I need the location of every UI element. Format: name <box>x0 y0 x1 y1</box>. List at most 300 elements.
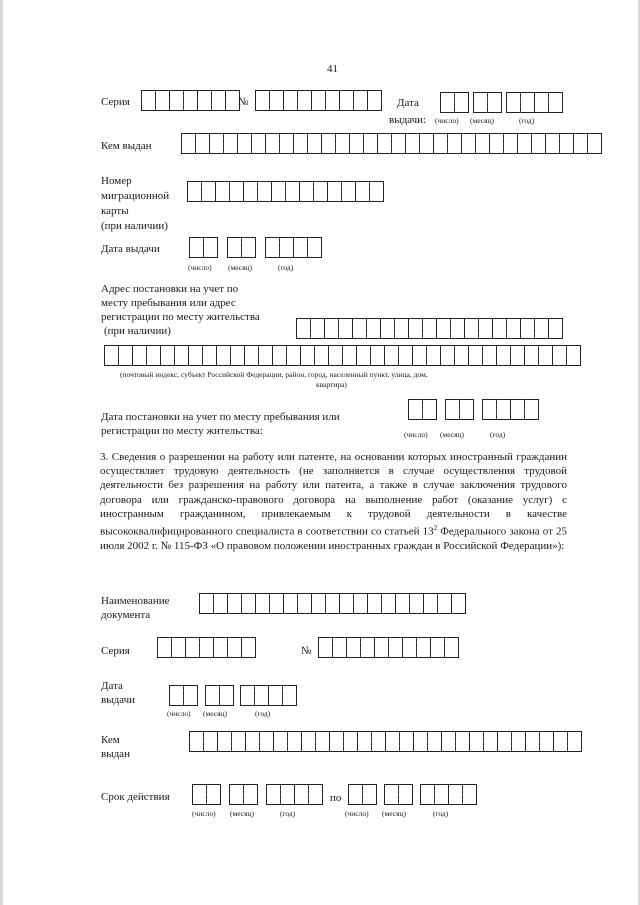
validity-to-month-field[interactable] <box>384 784 412 805</box>
migration-card-label-1: Номер <box>101 175 132 187</box>
char-cell[interactable] <box>342 345 357 366</box>
section-3-text <box>100 450 567 553</box>
char-cell[interactable] <box>419 133 434 154</box>
char-cell[interactable] <box>273 731 288 752</box>
date-label: Дата <box>397 97 419 109</box>
char-cell[interactable] <box>343 731 358 752</box>
char-cell[interactable] <box>187 181 202 202</box>
permit-series-field[interactable] <box>157 637 255 658</box>
validity-from-month-field[interactable] <box>229 784 257 805</box>
char-cell[interactable] <box>380 318 395 339</box>
char-cell[interactable] <box>293 237 308 258</box>
char-cell[interactable] <box>489 133 504 154</box>
char-cell[interactable] <box>118 345 133 366</box>
char-cell[interactable] <box>104 345 119 366</box>
char-cell[interactable] <box>367 90 382 111</box>
char-cell[interactable] <box>132 345 147 366</box>
char-cell[interactable] <box>199 637 214 658</box>
char-cell[interactable] <box>355 181 370 202</box>
char-cell[interactable] <box>496 399 511 420</box>
doc-name-label-1: Наименование <box>101 595 170 607</box>
char-cell[interactable] <box>339 90 354 111</box>
char-cell[interactable] <box>441 731 456 752</box>
char-cell[interactable] <box>360 637 375 658</box>
char-cell[interactable] <box>213 637 228 658</box>
char-cell[interactable] <box>231 731 246 752</box>
char-cell[interactable] <box>237 133 252 154</box>
char-cell[interactable] <box>241 237 256 258</box>
char-cell[interactable] <box>241 593 256 614</box>
validity-from-year-field[interactable] <box>266 784 322 805</box>
section-3-main: 3. Сведения о разрешении на работу или патенте, на основании которых иностранный гражданин осуществляет трудовую деятельность (не заполняется в случае осуществления трудовой деятельности без разрешения на работу или патента, а также в случае заключения трудового договора или гражданско-правового договора на выполнение работ (оказание услуг) с иностранным гражданином, привлекаемым к трудовой деятельности в качестве высококвалифицированного специалиста в соответствии со статьей 13 <box>100 451 567 538</box>
char-cell[interactable] <box>335 133 350 154</box>
char-cell[interactable] <box>251 133 266 154</box>
permit-number-field[interactable] <box>318 637 458 658</box>
permit-issued-by-label-2: выдан <box>101 748 130 760</box>
char-cell[interactable] <box>268 685 283 706</box>
validity-to-year-caption: (год) <box>433 809 449 818</box>
registration-month-caption: (месяц) <box>440 430 465 439</box>
char-cell[interactable] <box>195 133 210 154</box>
issue-year-field[interactable] <box>265 237 321 258</box>
char-cell[interactable] <box>269 593 284 614</box>
char-cell[interactable] <box>155 90 170 111</box>
permit-issued-by-label-1: Кем <box>101 734 120 746</box>
char-cell[interactable] <box>197 90 212 111</box>
char-cell[interactable] <box>307 133 322 154</box>
char-cell[interactable] <box>434 784 449 805</box>
registration-date-label-1: Дата постановки на учет по месту пребывания или <box>101 411 340 423</box>
char-cell[interactable] <box>203 237 218 258</box>
char-cell[interactable] <box>539 731 554 752</box>
char-cell[interactable] <box>254 685 269 706</box>
permit-issue-date-label-2: выдачи <box>101 694 136 706</box>
issue-day-caption: (число) <box>188 263 212 272</box>
char-cell[interactable] <box>482 399 497 420</box>
char-cell[interactable] <box>219 685 234 706</box>
char-cell[interactable] <box>455 731 470 752</box>
char-cell[interactable] <box>183 90 198 111</box>
validity-to-day-field[interactable] <box>348 784 376 805</box>
char-cell[interactable] <box>259 731 274 752</box>
char-cell[interactable] <box>146 345 161 366</box>
permit-number-label: № <box>301 645 312 657</box>
migration-card-label-2: миграционной <box>101 190 170 202</box>
char-cell[interactable] <box>506 318 521 339</box>
char-cell[interactable] <box>445 399 460 420</box>
char-cell[interactable] <box>531 133 546 154</box>
registration-year-field[interactable] <box>482 399 538 420</box>
char-cell[interactable] <box>566 345 581 366</box>
char-cell[interactable] <box>478 318 493 339</box>
char-cell[interactable] <box>384 345 399 366</box>
char-cell[interactable] <box>416 637 431 658</box>
char-cell[interactable] <box>308 784 323 805</box>
char-cell[interactable] <box>553 731 568 752</box>
char-cell[interactable] <box>310 318 325 339</box>
char-cell[interactable] <box>183 685 198 706</box>
permit-issue-year-caption: (год) <box>255 709 271 718</box>
char-cell[interactable] <box>394 318 409 339</box>
char-cell[interactable] <box>405 133 420 154</box>
issue-date-label: Дата выдачи <box>101 243 160 255</box>
char-cell[interactable] <box>325 593 340 614</box>
permit-series-label: Серия <box>101 645 130 657</box>
char-cell[interactable] <box>559 133 574 154</box>
char-cell[interactable] <box>293 133 308 154</box>
char-cell[interactable] <box>297 593 312 614</box>
char-cell[interactable] <box>283 90 298 111</box>
char-cell[interactable] <box>279 133 294 154</box>
char-cell[interactable] <box>409 593 424 614</box>
registration-day-field[interactable] <box>408 399 436 420</box>
char-cell[interactable] <box>483 731 498 752</box>
char-cell[interactable] <box>450 318 465 339</box>
issue-month-field[interactable] <box>227 237 255 258</box>
char-cell[interactable] <box>325 90 340 111</box>
char-cell[interactable] <box>327 181 342 202</box>
char-cell[interactable] <box>454 92 469 113</box>
char-cell[interactable] <box>216 345 231 366</box>
char-cell[interactable] <box>448 784 463 805</box>
issue-year-caption: (год) <box>278 263 294 272</box>
char-cell[interactable] <box>454 345 469 366</box>
char-cell[interactable] <box>353 593 368 614</box>
char-cell[interactable] <box>215 181 230 202</box>
char-cell[interactable] <box>297 90 312 111</box>
char-cell[interactable] <box>266 784 281 805</box>
char-cell[interactable] <box>300 345 315 366</box>
doc-name-field[interactable] <box>199 593 465 614</box>
char-cell[interactable] <box>192 784 207 805</box>
char-cell[interactable] <box>473 92 488 113</box>
char-cell[interactable] <box>440 92 455 113</box>
char-cell[interactable] <box>462 784 477 805</box>
char-cell[interactable] <box>447 133 462 154</box>
char-cell[interactable] <box>211 90 226 111</box>
validity-to-month-caption: (месяц) <box>382 809 407 818</box>
permit-issue-day-caption: (число) <box>167 709 191 718</box>
char-cell[interactable] <box>524 399 539 420</box>
permit-issue-day-field[interactable] <box>169 685 197 706</box>
char-cell[interactable] <box>341 181 356 202</box>
issued-by-field[interactable] <box>181 133 601 154</box>
char-cell[interactable] <box>229 784 244 805</box>
char-cell[interactable] <box>244 345 259 366</box>
char-cell[interactable] <box>141 90 156 111</box>
char-cell[interactable] <box>339 593 354 614</box>
char-cell[interactable] <box>160 345 175 366</box>
char-cell[interactable] <box>324 318 339 339</box>
char-cell[interactable] <box>496 345 511 366</box>
char-cell[interactable] <box>181 133 196 154</box>
char-cell[interactable] <box>517 133 532 154</box>
char-cell[interactable] <box>318 637 333 658</box>
series-field[interactable] <box>141 90 239 111</box>
permit-issue-year-field[interactable] <box>240 685 296 706</box>
char-cell[interactable] <box>548 318 563 339</box>
address-field-1[interactable] <box>296 318 562 339</box>
char-cell[interactable] <box>227 593 242 614</box>
char-cell[interactable] <box>299 181 314 202</box>
char-cell[interactable] <box>286 345 301 366</box>
issued-by-label: Кем выдан <box>101 140 152 152</box>
section-3-sup: 2 <box>433 524 438 533</box>
char-cell[interactable] <box>437 593 452 614</box>
address-hint-2: квартира) <box>316 380 347 389</box>
char-cell[interactable] <box>321 133 336 154</box>
char-cell[interactable] <box>538 345 553 366</box>
char-cell[interactable] <box>520 92 535 113</box>
char-cell[interactable] <box>587 133 602 154</box>
char-cell[interactable] <box>430 637 445 658</box>
passport-month-caption: (месяц) <box>470 116 495 125</box>
char-cell[interactable] <box>492 318 507 339</box>
address-label-1: Адрес постановки на учет по <box>101 283 239 295</box>
char-cell[interactable] <box>271 181 286 202</box>
char-cell[interactable] <box>229 181 244 202</box>
number-label: № <box>238 96 249 108</box>
char-cell[interactable] <box>185 637 200 658</box>
char-cell[interactable] <box>243 181 258 202</box>
char-cell[interactable] <box>388 637 403 658</box>
char-cell[interactable] <box>367 593 382 614</box>
char-cell[interactable] <box>255 90 270 111</box>
char-cell[interactable] <box>398 784 413 805</box>
char-cell[interactable] <box>357 731 372 752</box>
date-label-2: выдачи: <box>389 114 427 126</box>
passport-day-field[interactable] <box>440 92 468 113</box>
char-cell[interactable] <box>461 133 476 154</box>
char-cell[interactable] <box>348 784 363 805</box>
migration-card-label-4: (при наличии) <box>101 220 168 232</box>
char-cell[interactable] <box>227 637 242 658</box>
char-cell[interactable] <box>567 731 582 752</box>
char-cell[interactable] <box>464 318 479 339</box>
char-cell[interactable] <box>506 92 521 113</box>
validity-from-month-caption: (месяц) <box>230 809 255 818</box>
validity-to-label: по <box>330 792 342 804</box>
char-cell[interactable] <box>352 318 367 339</box>
registration-day-caption: (число) <box>404 430 428 439</box>
series-label: Серия <box>101 96 130 108</box>
char-cell[interactable] <box>520 318 535 339</box>
char-cell[interactable] <box>552 345 567 366</box>
char-cell[interactable] <box>332 637 347 658</box>
permit-issue-date-label-1: Дата <box>101 680 123 692</box>
char-cell[interactable] <box>265 237 280 258</box>
validity-to-day-caption: (число) <box>345 809 369 818</box>
char-cell[interactable] <box>573 133 588 154</box>
char-cell[interactable] <box>423 593 438 614</box>
char-cell[interactable] <box>245 731 260 752</box>
passport-day-caption: (число) <box>435 116 459 125</box>
char-cell[interactable] <box>346 637 361 658</box>
char-cell[interactable] <box>408 318 423 339</box>
char-cell[interactable] <box>433 133 448 154</box>
char-cell[interactable] <box>203 731 218 752</box>
char-cell[interactable] <box>412 345 427 366</box>
char-cell[interactable] <box>265 133 280 154</box>
char-cell[interactable] <box>189 237 204 258</box>
char-cell[interactable] <box>413 731 428 752</box>
char-cell[interactable] <box>213 593 228 614</box>
char-cell[interactable] <box>205 685 220 706</box>
char-cell[interactable] <box>311 90 326 111</box>
char-cell[interactable] <box>240 685 255 706</box>
address-label-4: (при наличии) <box>104 325 171 337</box>
char-cell[interactable] <box>366 318 381 339</box>
char-cell[interactable] <box>422 318 437 339</box>
char-cell[interactable] <box>314 345 329 366</box>
char-cell[interactable] <box>280 784 295 805</box>
char-cell[interactable] <box>468 345 483 366</box>
issue-day-field[interactable] <box>189 237 217 258</box>
char-cell[interactable] <box>487 92 502 113</box>
char-cell[interactable] <box>169 685 184 706</box>
validity-from-day-field[interactable] <box>192 784 220 805</box>
validity-to-year-field[interactable] <box>420 784 476 805</box>
char-cell[interactable] <box>296 318 311 339</box>
char-cell[interactable] <box>426 345 441 366</box>
char-cell[interactable] <box>475 133 490 154</box>
char-cell[interactable] <box>353 90 368 111</box>
page-number: 41 <box>327 63 338 75</box>
char-cell[interactable] <box>534 318 549 339</box>
issue-month-caption: (месяц) <box>228 263 253 272</box>
char-cell[interactable] <box>356 345 371 366</box>
char-cell[interactable] <box>402 637 417 658</box>
char-cell[interactable] <box>469 731 484 752</box>
char-cell[interactable] <box>349 133 364 154</box>
char-cell[interactable] <box>408 399 423 420</box>
validity-label: Срок действия <box>101 791 170 803</box>
registration-date-label-2: регистрации по месту жительства: <box>101 425 263 437</box>
char-cell[interactable] <box>497 731 512 752</box>
char-cell[interactable] <box>427 731 442 752</box>
char-cell[interactable] <box>206 784 221 805</box>
char-cell[interactable] <box>241 637 256 658</box>
migration-card-field[interactable] <box>187 181 383 202</box>
validity-from-year-caption: (год) <box>280 809 296 818</box>
char-cell[interactable] <box>510 399 525 420</box>
char-cell[interactable] <box>440 345 455 366</box>
char-cell[interactable] <box>384 784 399 805</box>
char-cell[interactable] <box>377 133 392 154</box>
char-cell[interactable] <box>313 181 328 202</box>
char-cell[interactable] <box>188 345 203 366</box>
char-cell[interactable] <box>451 593 466 614</box>
char-cell[interactable] <box>258 345 273 366</box>
char-cell[interactable] <box>294 784 309 805</box>
char-cell[interactable] <box>420 784 435 805</box>
char-cell[interactable] <box>257 181 272 202</box>
char-cell[interactable] <box>315 731 330 752</box>
passport-month-field[interactable] <box>473 92 501 113</box>
address-field-2[interactable] <box>104 345 580 366</box>
char-cell[interactable] <box>391 133 406 154</box>
char-cell[interactable] <box>399 731 414 752</box>
char-cell[interactable] <box>370 345 385 366</box>
char-cell[interactable] <box>482 345 497 366</box>
permit-issue-month-field[interactable] <box>205 685 233 706</box>
char-cell[interactable] <box>548 92 563 113</box>
char-cell[interactable] <box>395 593 410 614</box>
validity-from-day-caption: (число) <box>192 809 216 818</box>
char-cell[interactable] <box>371 731 386 752</box>
char-cell[interactable] <box>362 784 377 805</box>
char-cell[interactable] <box>525 731 540 752</box>
number-field[interactable] <box>255 90 381 111</box>
char-cell[interactable] <box>255 593 270 614</box>
char-cell[interactable] <box>279 237 294 258</box>
registration-month-field[interactable] <box>445 399 473 420</box>
char-cell[interactable] <box>227 237 242 258</box>
char-cell[interactable] <box>338 318 353 339</box>
char-cell[interactable] <box>534 92 549 113</box>
char-cell[interactable] <box>459 399 474 420</box>
char-cell[interactable] <box>287 731 302 752</box>
char-cell[interactable] <box>524 345 539 366</box>
char-cell[interactable] <box>374 637 389 658</box>
char-cell[interactable] <box>285 181 300 202</box>
char-cell[interactable] <box>301 731 316 752</box>
char-cell[interactable] <box>202 345 217 366</box>
char-cell[interactable] <box>189 731 204 752</box>
char-cell[interactable] <box>398 345 413 366</box>
char-cell[interactable] <box>201 181 216 202</box>
address-label-3: регистрации по месту жительства <box>101 311 260 323</box>
address-label-2: месту пребывания или адрес <box>101 297 236 309</box>
char-cell[interactable] <box>269 90 284 111</box>
char-cell[interactable] <box>283 593 298 614</box>
char-cell[interactable] <box>282 685 297 706</box>
address-hint-1: (почтовый индекс, субъект Российской Федерации, район, город, населенный пункт, улица, дом, <box>120 370 428 379</box>
section-3-end: Федерального закона от 25 июля 2002 г. № 115-ФЗ «О правовом положении иностранных граждан в Российской Федерации»): <box>100 525 567 552</box>
char-cell[interactable] <box>230 345 245 366</box>
char-cell[interactable] <box>217 731 232 752</box>
char-cell[interactable] <box>381 593 396 614</box>
char-cell[interactable] <box>363 133 378 154</box>
permit-issued-by-field[interactable] <box>189 731 581 752</box>
char-cell[interactable] <box>199 593 214 614</box>
char-cell[interactable] <box>385 731 400 752</box>
char-cell[interactable] <box>169 90 184 111</box>
char-cell[interactable] <box>307 237 322 258</box>
char-cell[interactable] <box>510 345 525 366</box>
char-cell[interactable] <box>311 593 326 614</box>
char-cell[interactable] <box>369 181 384 202</box>
char-cell[interactable] <box>511 731 526 752</box>
char-cell[interactable] <box>329 731 344 752</box>
doc-name-label-2: документа <box>101 609 151 621</box>
passport-year-field[interactable] <box>506 92 562 113</box>
char-cell[interactable] <box>223 133 238 154</box>
char-cell[interactable] <box>243 784 258 805</box>
char-cell[interactable] <box>174 345 189 366</box>
char-cell[interactable] <box>209 133 224 154</box>
char-cell[interactable] <box>171 637 186 658</box>
char-cell[interactable] <box>444 637 459 658</box>
passport-year-caption: (год) <box>519 116 535 125</box>
char-cell[interactable] <box>503 133 518 154</box>
char-cell[interactable] <box>545 133 560 154</box>
char-cell[interactable] <box>272 345 287 366</box>
char-cell[interactable] <box>328 345 343 366</box>
char-cell[interactable] <box>422 399 437 420</box>
char-cell[interactable] <box>436 318 451 339</box>
char-cell[interactable] <box>157 637 172 658</box>
